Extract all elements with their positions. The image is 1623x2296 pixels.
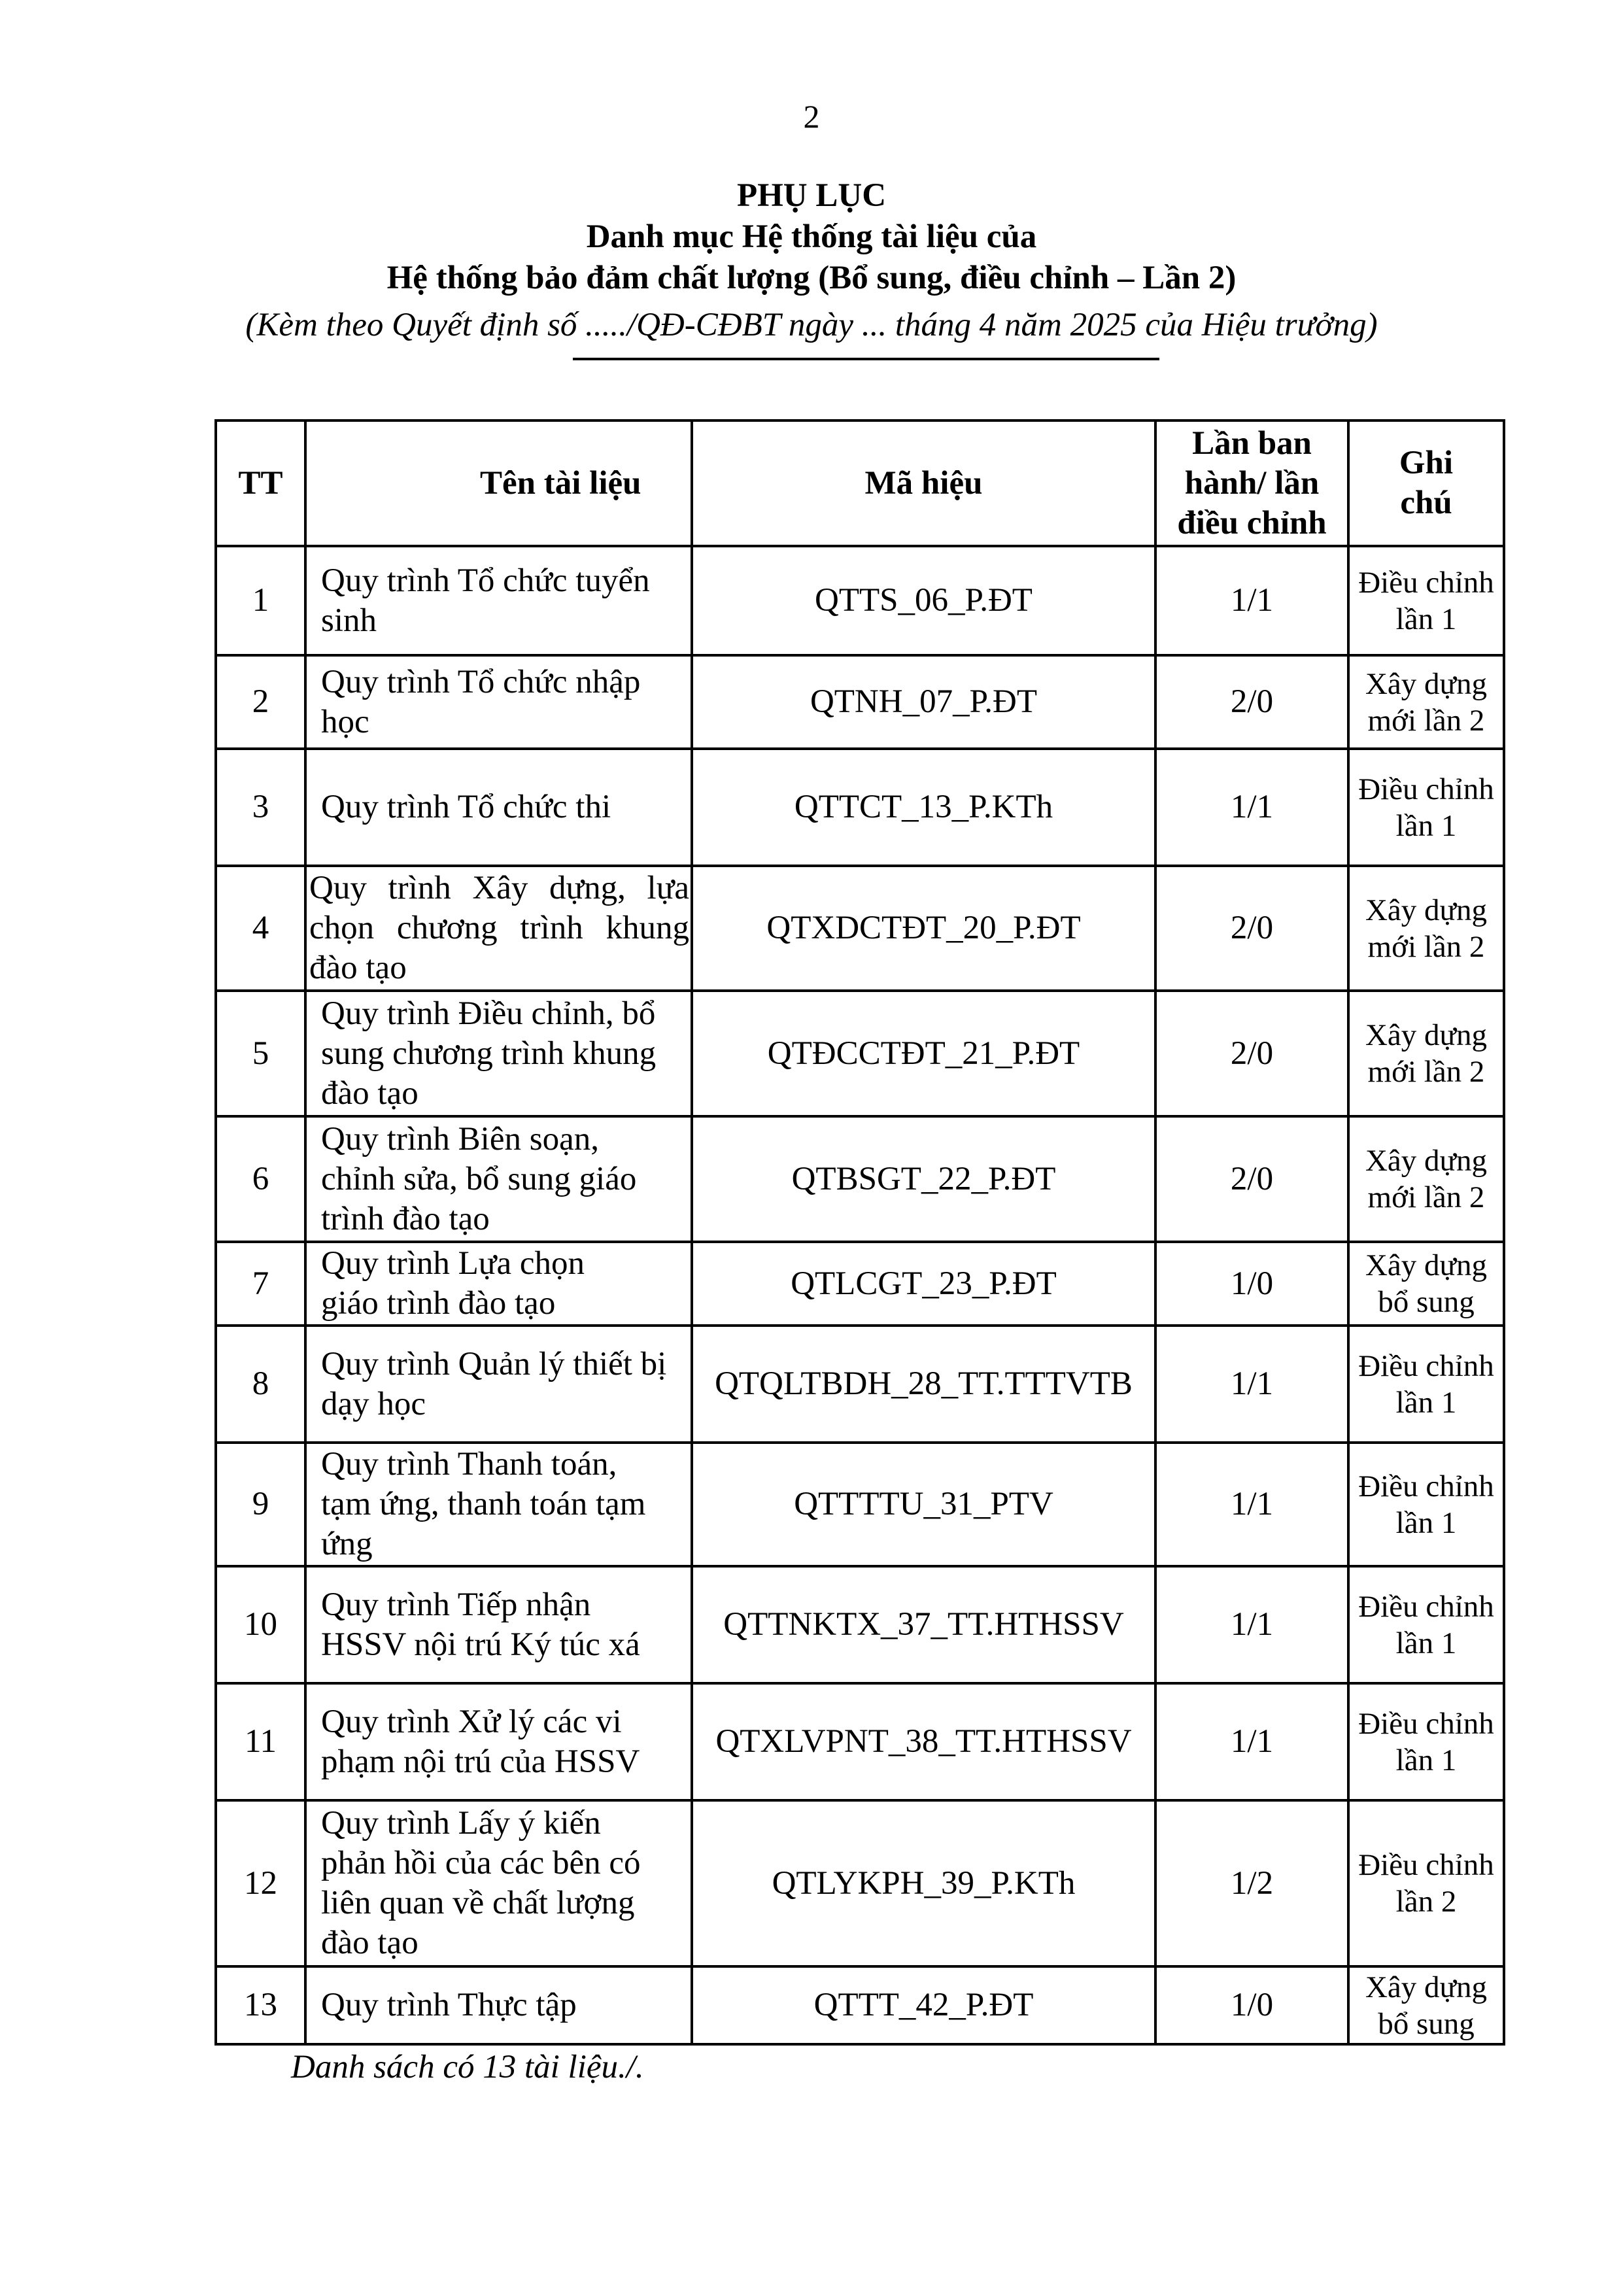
table-row: [216, 546, 1504, 655]
document-name-line: đào tạo: [321, 1925, 419, 1961]
table-row: [216, 991, 1504, 1116]
document-name-line: Quy trình Thanh toán,: [321, 1446, 617, 1482]
revision-number: 2/0: [1155, 1116, 1348, 1242]
document-name-line: ứng: [321, 1526, 373, 1562]
document-name: [305, 1242, 692, 1326]
row-number: 12: [216, 1800, 305, 1966]
document-name-line: dạy học: [321, 1385, 426, 1422]
document-name-line: HSSV nội trú Ký túc xá: [321, 1626, 640, 1663]
row-number: 8: [216, 1326, 305, 1443]
document-name-line: sinh: [321, 602, 377, 639]
note-line: Điều chỉnh: [1358, 1469, 1494, 1503]
revision-number: 1/2: [1155, 1800, 1348, 1966]
document-name-line: liên quan về chất lượng: [321, 1885, 635, 1921]
note-line: Điều chỉnh: [1358, 772, 1494, 806]
note: [1348, 866, 1504, 991]
row-number: 11: [216, 1683, 305, 1800]
row-number: 9: [216, 1443, 305, 1566]
separator-line: [573, 358, 1159, 360]
document-code: QTTCT_13_P.KTh: [692, 749, 1155, 866]
row-number: 6: [216, 1116, 305, 1242]
document-name-line: Quy trình Quản lý thiết bị: [321, 1345, 667, 1382]
note-line: Điều chỉnh: [1358, 1589, 1494, 1624]
header-revision-line: điều chỉnh: [1177, 504, 1327, 541]
decision-reference: (Kèm theo Quyết định số ...../QĐ-CĐBT ngày ... tháng 4 năm 2025 của Hiệu trưởng): [245, 307, 1378, 343]
header-tt: TT: [216, 420, 305, 546]
document-name-line: phản hồi của các bên có: [321, 1845, 641, 1881]
document-name-line: Quy trình Lấy ý kiến: [321, 1805, 601, 1842]
table-row: [216, 1566, 1504, 1683]
document-name-line: chọn chương trình khung: [309, 910, 689, 946]
row-number: 13: [216, 1966, 305, 2044]
document-code: QTLCGT_23_P.ĐT: [692, 1242, 1155, 1326]
table-row: [216, 1966, 1504, 2044]
document-code: QTĐCCTĐT_21_P.ĐT: [692, 991, 1155, 1116]
note-line: mới lần 2: [1367, 703, 1485, 738]
table-row: [216, 1683, 1504, 1800]
revision-number: 1/1: [1155, 1326, 1348, 1443]
document-code: QTXLVPNT_38_TT.HTHSSV: [692, 1683, 1155, 1800]
row-number: 3: [216, 749, 305, 866]
document-name-line: trình đào tạo: [321, 1200, 490, 1237]
note-line: Xây dựng: [1365, 893, 1488, 927]
document-name-line: sung chương trình khung: [321, 1035, 657, 1072]
row-number: 1: [216, 546, 305, 655]
note-line: bổ sung: [1378, 1285, 1475, 1319]
document-name-line: Quy trình Biên soạn,: [321, 1120, 599, 1157]
document-name: [305, 749, 692, 866]
document-name-line: Quy trình Tiếp nhận: [321, 1586, 591, 1623]
document-name: [305, 1443, 692, 1566]
header-name: Tên tài liệu: [305, 420, 692, 546]
revision-number: 1/1: [1155, 546, 1348, 655]
note-line: Điều chỉnh: [1358, 1848, 1494, 1882]
note: [1348, 1966, 1504, 2044]
note-line: mới lần 2: [1367, 929, 1485, 964]
note: [1348, 991, 1504, 1116]
note-line: mới lần 2: [1367, 1055, 1485, 1089]
table-row: [216, 655, 1504, 749]
header-note-line: chú: [1400, 485, 1452, 521]
revision-number: 2/0: [1155, 991, 1348, 1116]
table-row: [216, 1800, 1504, 1966]
document-code: QTTNKTX_37_TT.HTHSSV: [692, 1566, 1155, 1683]
note-line: lần 1: [1395, 808, 1457, 843]
document-name-line: phạm nội trú của HSSV: [321, 1743, 640, 1780]
note: [1348, 1800, 1504, 1966]
note-line: lần 1: [1395, 1626, 1457, 1660]
document-name-line: học: [321, 703, 369, 740]
header-note: [1348, 420, 1504, 546]
revision-number: 1/1: [1155, 749, 1348, 866]
document-name-line: Quy trình Xây dựng, lựa: [309, 870, 689, 906]
document-code: QTLYKPH_39_P.KTh: [692, 1800, 1155, 1966]
revision-number: 1/1: [1155, 1566, 1348, 1683]
row-number: 7: [216, 1242, 305, 1326]
table-row: [216, 1116, 1504, 1242]
document-code: QTTTTU_31_PTV: [692, 1443, 1155, 1566]
note-line: lần 1: [1395, 602, 1457, 636]
document-code: QTTS_06_P.ĐT: [692, 546, 1155, 655]
note-line: Xây dựng: [1365, 1970, 1488, 2004]
note: [1348, 749, 1504, 866]
document-name: [305, 1116, 692, 1242]
document-name-line: Quy trình Tổ chức thi: [321, 789, 611, 825]
note-line: lần 2: [1395, 1885, 1457, 1919]
document-name: [305, 655, 692, 749]
document-name: [305, 1800, 692, 1966]
document-name-line: Quy trình Lựa chọn: [321, 1245, 585, 1282]
note: [1348, 1683, 1504, 1800]
document-name-line: Quy trình Điều chỉnh, bổ: [321, 995, 656, 1032]
document-name-line: Quy trình Tổ chức tuyển: [321, 562, 650, 599]
appendix-heading: PHỤ LỤC: [736, 177, 887, 214]
table-row: [216, 1326, 1504, 1443]
note-line: Xây dựng: [1365, 1248, 1488, 1282]
document-name-line: chỉnh sửa, bổ sung giáo: [321, 1160, 637, 1197]
document-name: [305, 1566, 692, 1683]
document-code: QTBSGT_22_P.ĐT: [692, 1116, 1155, 1242]
document-name-line: giáo trình đào tạo: [321, 1285, 556, 1322]
note-line: lần 1: [1395, 1385, 1457, 1420]
note-line: Xây dựng: [1365, 666, 1488, 701]
table-row: [216, 866, 1504, 991]
note-line: bổ sung: [1378, 2006, 1475, 2041]
note-line: Điều chỉnh: [1358, 1348, 1494, 1383]
document-count-note: Danh sách có 13 tài liệu./.: [291, 2049, 644, 2085]
note-line: lần 1: [1395, 1743, 1457, 1777]
note: [1348, 1116, 1504, 1242]
note: [1348, 1326, 1504, 1443]
note: [1348, 1566, 1504, 1683]
note: [1348, 655, 1504, 749]
page-number: 2: [803, 98, 820, 135]
document-name: [305, 1966, 692, 2044]
revision-number: 1/0: [1155, 1966, 1348, 2044]
row-number: 5: [216, 991, 305, 1116]
revision-number: 1/0: [1155, 1242, 1348, 1326]
note-line: Xây dựng: [1365, 1144, 1488, 1178]
revision-number: 2/0: [1155, 655, 1348, 749]
document-name: [305, 866, 692, 991]
document-code: QTTT_42_P.ĐT: [692, 1966, 1155, 2044]
note-line: mới lần 2: [1367, 1180, 1485, 1214]
revision-number: 1/1: [1155, 1443, 1348, 1566]
revision-number: 1/1: [1155, 1683, 1348, 1800]
header-revision-line: Lần ban: [1192, 424, 1312, 462]
header-revision-line: hành/ lần: [1184, 464, 1320, 502]
document-table: [214, 419, 1505, 2046]
document-name-line: tạm ứng, thanh toán tạm: [321, 1486, 646, 1522]
note-line: Điều chỉnh: [1358, 565, 1494, 600]
document-code: QTQLTBDH_28_TT.TTTVTB: [692, 1326, 1155, 1443]
document-name-line: Quy trình Xử lý các vi: [321, 1703, 622, 1740]
document-name: [305, 991, 692, 1116]
table-row: [216, 1443, 1504, 1566]
header-code: Mã hiệu: [692, 420, 1155, 546]
note: [1348, 546, 1504, 655]
row-number: 10: [216, 1566, 305, 1683]
row-number: 4: [216, 866, 305, 991]
title-block: [0, 175, 1623, 299]
title-line-catalog: Danh mục Hệ thống tài liệu của: [586, 218, 1037, 255]
table-row: [216, 749, 1504, 866]
document-name-line: đào tạo: [309, 950, 407, 986]
header-revision: [1155, 420, 1348, 546]
title-line-system: Hệ thống bảo đảm chất lượng (Bổ sung, điều chỉnh – Lần 2): [386, 260, 1237, 296]
note: [1348, 1443, 1504, 1566]
table-row: [216, 1242, 1504, 1326]
document-name: [305, 1683, 692, 1800]
document-code: QTXDCTĐT_20_P.ĐT: [692, 866, 1155, 991]
revision-number: 2/0: [1155, 866, 1348, 991]
note: [1348, 1242, 1504, 1326]
document-name: [305, 1326, 692, 1443]
note-line: Xây dựng: [1365, 1018, 1488, 1052]
document-name-line: đào tạo: [321, 1074, 419, 1112]
header-note-line: Ghi: [1399, 445, 1454, 481]
document-name: [305, 546, 692, 655]
table-header-row: [216, 420, 1504, 546]
document-name-line: Quy trình Tổ chức nhập: [321, 663, 641, 700]
note-line: lần 1: [1395, 1505, 1457, 1540]
row-number: 2: [216, 655, 305, 749]
table-body: [216, 546, 1504, 2044]
document-code: QTNH_07_P.ĐT: [692, 655, 1155, 749]
note-line: Điều chỉnh: [1358, 1706, 1494, 1741]
document-name-line: Quy trình Thực tập: [321, 1987, 577, 2023]
